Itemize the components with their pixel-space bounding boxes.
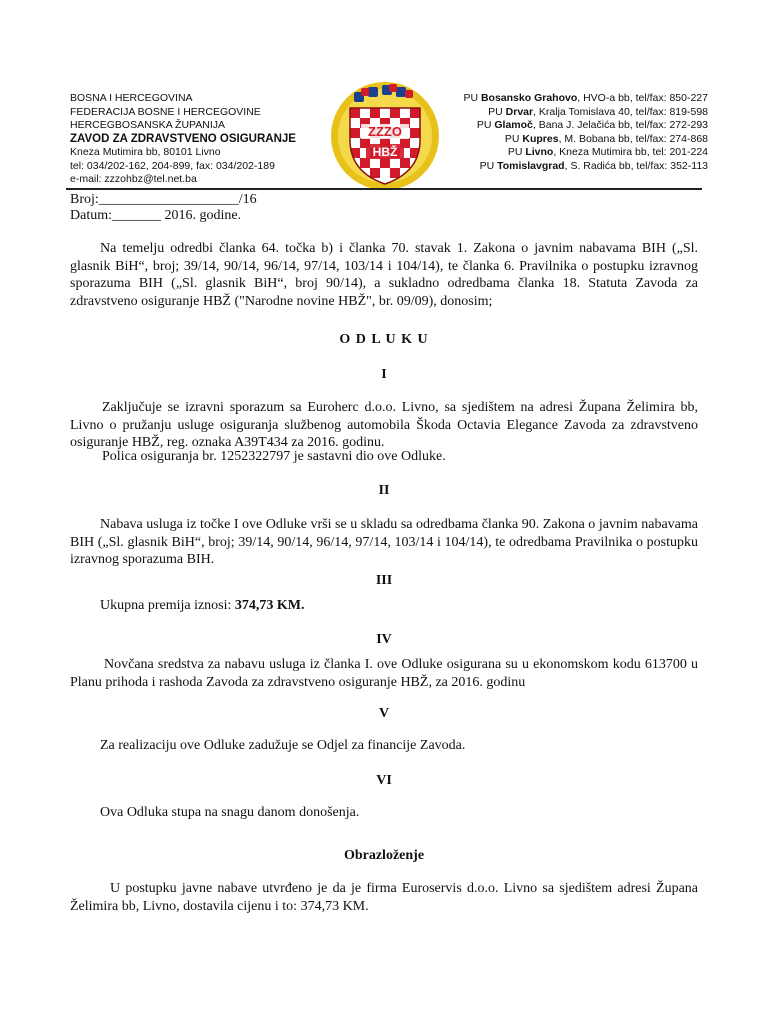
section-heading: I bbox=[381, 367, 387, 382]
justification-text: U postupku javne nabave utvrđeno je da je firma Euroservis d.o.o. Livno sa sjedištem adresi Županа Želimira bb, Livno, dostavila cijenu i to: 374,73 KM. bbox=[70, 881, 698, 914]
branch-offices bbox=[398, 92, 708, 173]
branch-details: , M. Bobana bb, tel/fax: 274-868 bbox=[558, 132, 708, 145]
svg-text:ZZZO: ZZZO bbox=[368, 124, 402, 139]
document-title: O D L U K U bbox=[339, 332, 429, 347]
section-text: Novčana sredstva za nabavu usluga iz članka I. ove Odluke osigurana su u ekonomskom kodu 613700 u Planu prihoda i rashoda Zavoda za zdravstveno osiguranje HBŽ, za 2016. godinu bbox=[70, 657, 698, 690]
premium-label: Ukupna premija iznosi: bbox=[100, 598, 235, 613]
branch-prefix: PU bbox=[479, 159, 498, 172]
section-heading: II bbox=[378, 483, 390, 498]
branch-details: , HVO-a bb, tel/fax: 850-227 bbox=[577, 92, 708, 104]
phone-line: tel: 034/202-162, 204-899, fax: 034/202-189 bbox=[70, 159, 275, 172]
branch-place: Tomislavgrad bbox=[497, 159, 565, 172]
branch-office-line bbox=[398, 133, 708, 147]
section-text: Polica osiguranja br. 1252322797 je sastavni dio ove Odluke. bbox=[102, 449, 446, 464]
address-line: Kneza Mutimira bb, 80101 Livno bbox=[70, 146, 221, 158]
branch-prefix: PU bbox=[507, 146, 526, 158]
branch-place: Livno bbox=[525, 146, 554, 158]
svg-text:HBŽ: HBŽ bbox=[372, 145, 398, 159]
section-heading: V bbox=[378, 706, 390, 721]
branch-prefix: PU bbox=[504, 132, 523, 145]
branch-details: , S. Radića bb, tel/fax: 352-113 bbox=[564, 159, 708, 172]
legal-basis-paragraph: Na temelju odredbi članka 64. točka b) i članka 70. stavak 1. Zakona o javnim nabavama BIH („Sl. glasnik BiH“, broj; 39/14, 90/14, 96/14, 97/14, 103/14 i 104/14), te članka 6. Pravilnika o postupku izravnog sporazuma BIH („Sl. glasnik BiH“, broj 90/14), a sukladno odredbama članka 18. Statuta Zavoda za zdravstveno osiguranje HBŽ ("Narodne novine HBŽ", br. 09/09), donosim; bbox=[70, 241, 698, 309]
section-text: Nabava usluga iz točke I ove Odluke vrši se u skladu sa odredbama članka 90. Zakona o javnim nabavama BIH („Sl. glasnik BiH“, broj; 39/14, 90/14, 96/14, 97/14, 103/14 i 104/14), te odredbama Pravilnika o postupku izravnog sporazuma BIH. bbox=[70, 517, 698, 567]
branch-office-line bbox=[398, 106, 708, 120]
branch-place: Bosansko Grahovo bbox=[480, 92, 578, 104]
section-text: Za realizaciju ove Odluke zadužuje se Odjel za financije Zavoda. bbox=[100, 738, 466, 753]
branch-prefix: PU bbox=[488, 105, 506, 118]
branch-prefix: PU bbox=[463, 92, 481, 104]
document-date: Datum:_______ 2016. godine. bbox=[70, 208, 242, 223]
header-divider bbox=[66, 188, 702, 190]
section-text: Ova Odluka stupa na snagu danom donošenja. bbox=[100, 805, 360, 820]
branch-details: , Kneza Mutimira bb, tel: 201-224 bbox=[553, 146, 708, 158]
branch-office-line bbox=[398, 92, 708, 106]
section-heading: IV bbox=[376, 632, 392, 647]
branch-prefix: PU bbox=[476, 119, 495, 131]
institution-name: ZAVOD ZA ZDRAVSTVENO OSIGURANJE bbox=[70, 132, 296, 145]
section-text: Zaključuje se izravni sporazum sa Euroherc d.o.o. Livno, sa sjedištem na adresi Županа Želimira bb, Livno o pružanju usluge osiguranja službenog automobila Škoda Octavia Elegance Zavoda za zdravstveno osiguranje HBŽ, reg. oznaka A39T434 za 2016. godinu. bbox=[70, 400, 698, 450]
premium-amount: 374,73 KM. bbox=[234, 598, 305, 613]
branch-office-line bbox=[398, 119, 708, 133]
branch-place: Drvar bbox=[505, 105, 534, 118]
federation-line: FEDERACIJA BOSNE I HERCEGOVINE bbox=[70, 105, 261, 118]
branch-details: , Kralja Tomislava 40, tel/fax: 819-598 bbox=[533, 105, 708, 118]
country-line: BOSNA I HERCEGOVINA bbox=[70, 92, 193, 104]
branch-place: Kupres bbox=[522, 132, 559, 145]
email-line: e-mail: zzzohbz@tel.net.ba bbox=[70, 173, 197, 185]
premium-line bbox=[100, 598, 305, 614]
branch-place: Glamoč bbox=[494, 119, 533, 131]
justification-heading: Obrazloženje bbox=[343, 848, 425, 863]
section-heading: III bbox=[375, 573, 393, 588]
canton-line: HERCEGBOSANSKA ŽUPANIJA bbox=[70, 119, 226, 131]
document-number: Broj:____________________/16 bbox=[70, 192, 257, 207]
branch-office-line bbox=[398, 160, 708, 174]
section-heading: VI bbox=[376, 773, 392, 788]
branch-office-line bbox=[398, 146, 708, 160]
institution-header bbox=[70, 92, 345, 187]
branch-details: , Bana J. Jelačića bb, tel/fax: 272-293 bbox=[532, 119, 708, 131]
